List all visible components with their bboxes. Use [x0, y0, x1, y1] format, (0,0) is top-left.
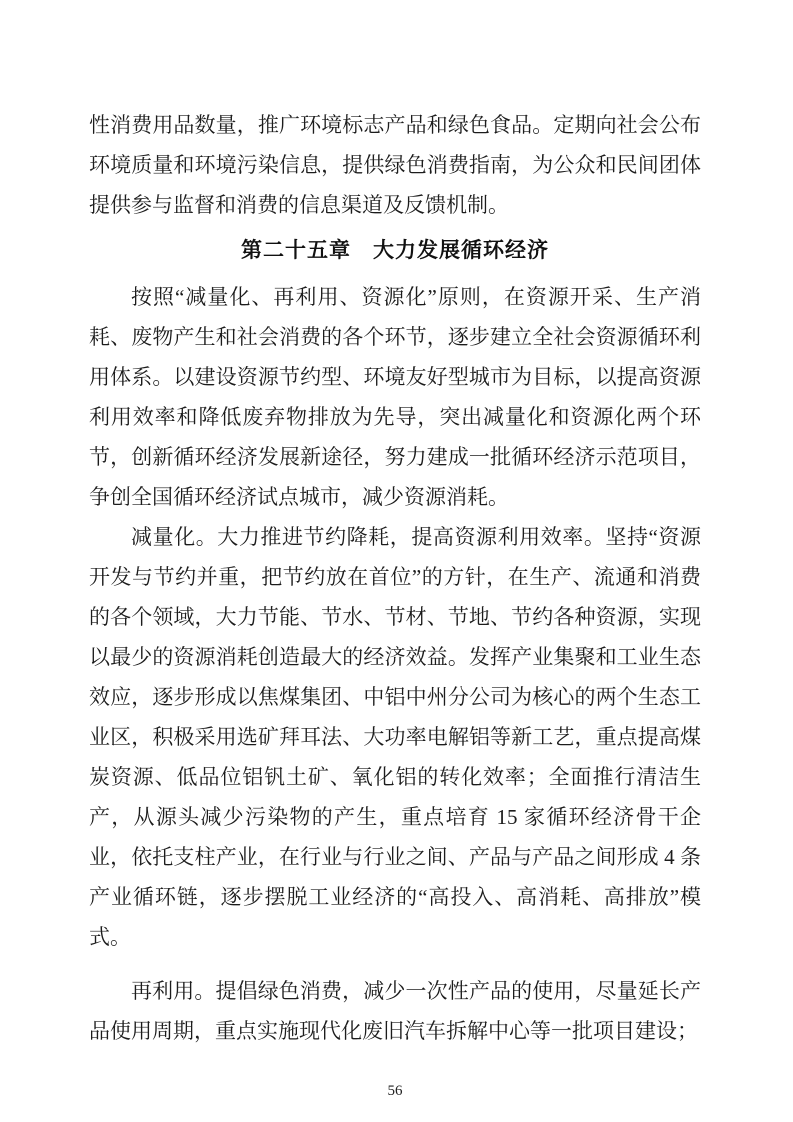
paragraph-overview: 按照“减量化、再利用、资源化”原则，在资源开采、生产消耗、废物产生和社会消费的各个环节，逐步建立全社会资源循环利用体系。以建设资源节约型、环境友好型城市为目标，以提高资源利用效率和降低废弃物排放为先导，突出减量化和资源化两个环节，创新循环经济发展新途径，努力建成一批循环经济示范项目，争创全国循环经济试点城市，减少资源消耗。 [89, 285, 701, 509]
page-content [89, 105, 701, 1101]
paragraph-reuse: 再利用。提倡绿色消费，减少一次性产品的使用，尽量延长产品使用周期，重点实施现代化废旧汽车拆解中心等一批项目建设； [89, 979, 701, 1043]
paragraph-reduction: 减量化。大力推进节约降耗，提高资源利用效率。坚持“资源开发与节约并重，把节约放在首位”的方针，在生产、流通和消费的各个领域，大力节能、节水、节材、节地、节约各种资源，实现以最少的资源消耗创造最大的经济效益。发挥产业集聚和工业生态效应，逐步形成以焦煤集团、中铝中州分公司为核心的两个生态工业区，积极采用选矿拜耳法、大功率电解铝等新工艺，重点提高煤炭资源、低品位铝钒土矿、氧化铝的转化效率；全面推行清洁生产，从源头减少污染物的产生，重点培育 15 家循环经济骨干企业，依托支柱产业，在行业与行业之间、产品与产品之间形成 4 条产业循环链，逐步摆脱工业经济的“高投入、高消耗、高排放”模式。 [89, 525, 701, 949]
paragraph-continuation: 性消费用品数量，推广环境标志产品和绿色食品。定期向社会公布环境质量和环境污染信息，提供绿色消费指南，为公众和民间团体提供参与监督和消费的信息渠道及反馈机制。 [89, 113, 701, 217]
chapter-heading: 第二十五章 大力发展循环经济 [241, 239, 549, 262]
page-number: 56 [387, 1083, 403, 1099]
